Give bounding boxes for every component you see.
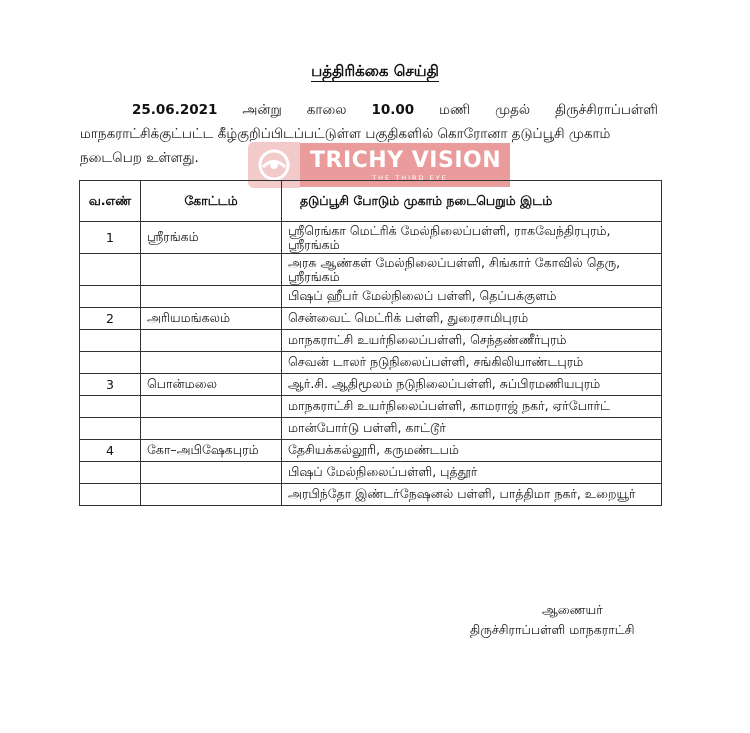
intro-word: காலை — [306, 102, 347, 118]
table-row — [80, 440, 662, 462]
table-row — [80, 352, 662, 374]
table-row — [80, 374, 662, 396]
cell-place: செவன் டாலர் நடுநிலைப்பள்ளி, சங்கிலியாண்டபுரம் — [282, 352, 662, 374]
document-title-text: பத்திரிக்கை செய்தி — [311, 62, 439, 80]
cell-zone: ஸ்ரீரங்கம் — [141, 222, 282, 254]
cell-serial: 1 — [80, 222, 141, 254]
cell-place: தேசியக்கல்லூரி, கருமண்டபம் — [282, 440, 662, 462]
cell-zone — [141, 396, 282, 418]
document-title — [0, 62, 750, 82]
table-header-row — [80, 181, 662, 222]
intro-line-2: மாநகராட்சிக்குட்பட்ட கீழ்குறிப்பிடப்பட்டுள்ள பகுதிகளில் கொரோனா தடுப்பூசி முகாம் — [80, 126, 611, 142]
cell-serial — [80, 286, 141, 308]
cell-place: மான்போர்டு பள்ளி, காட்டூர் — [282, 418, 662, 440]
signature-office: திருச்சிராப்பள்ளி மாநகராட்சி — [470, 622, 635, 637]
cell-zone: பொன்மலை — [141, 374, 282, 396]
cell-place: அரபிந்தோ இண்டர்நேஷனல் பள்ளி, பாத்திமா நகர், உறையூர் — [282, 484, 662, 506]
cell-serial — [80, 462, 141, 484]
watermark-name: TRICHY VISION — [310, 148, 502, 173]
cell-serial — [80, 484, 141, 506]
watermark-tagline: THE THIRD EYE — [372, 174, 448, 182]
table-row — [80, 286, 662, 308]
table-row — [80, 308, 662, 330]
cell-serial — [80, 418, 141, 440]
table-row — [80, 330, 662, 352]
intro-word: முதல் — [495, 102, 531, 118]
cell-zone — [141, 418, 282, 440]
header-place: தடுப்பூசி போடும் முகாம் நடைபெறும் இடம் — [282, 181, 662, 222]
cell-zone — [141, 286, 282, 308]
header-zone: கோட்டம் — [141, 181, 282, 222]
eye-logo-icon — [257, 148, 291, 182]
cell-zone — [141, 330, 282, 352]
cell-zone: அரியமங்கலம் — [141, 308, 282, 330]
cell-place: ஸ்ரீரெங்கா மெட்ரிக் மேல்நிலைப்பள்ளி, ராகவேந்திரபுரம், ஸ்ரீரங்கம் — [282, 222, 662, 254]
signature-title: ஆணையர் — [542, 602, 603, 617]
table-row — [80, 462, 662, 484]
header-serial: வ.எண் — [80, 181, 141, 222]
cell-serial — [80, 330, 141, 352]
cell-zone — [141, 462, 282, 484]
cell-zone: கோ–அபிஷேகபுரம் — [141, 440, 282, 462]
cell-place: பிஷப் மேல்நிலைப்பள்ளி, புத்தூர் — [282, 462, 662, 484]
cell-place: அரசு ஆண்கள் மேல்நிலைப்பள்ளி, சிங்கார் கோவில் தெரு, ஸ்ரீரங்கம் — [282, 254, 662, 286]
cell-zone — [141, 352, 282, 374]
cell-place: சென்வைட் மெட்ரிக் பள்ளி, துரைசாமிபுரம் — [282, 308, 662, 330]
cell-serial: 2 — [80, 308, 141, 330]
intro-line-3: நடைபெற உள்ளது. — [80, 150, 199, 166]
cell-place: மாநகராட்சி உயர்நிலைப்பள்ளி, காமராஜ் நகர், ஏர்போர்ட் — [282, 396, 662, 418]
cell-serial: 3 — [80, 374, 141, 396]
vaccination-camp-table — [79, 180, 662, 506]
cell-zone — [141, 254, 282, 286]
table-row — [80, 484, 662, 506]
intro-line-1 — [80, 98, 658, 122]
cell-serial: 4 — [80, 440, 141, 462]
cell-serial — [80, 352, 141, 374]
cell-zone — [141, 484, 282, 506]
cell-serial — [80, 254, 141, 286]
intro-time: 10.00 — [371, 102, 415, 118]
cell-place: பிஷப் ஹீபர் மேல்நிலைப் பள்ளி, தெப்பக்குளம் — [282, 286, 662, 308]
table-row — [80, 222, 662, 254]
signature-block — [470, 600, 670, 640]
intro-word: மணி — [439, 102, 471, 118]
table-row — [80, 418, 662, 440]
cell-place: ஆர்.சி. ஆதிமூலம் நடுநிலைப்பள்ளி, சுப்பிரமணியபுரம் — [282, 374, 662, 396]
intro-word: அன்று — [242, 102, 282, 118]
intro-word: திருச்சிராப்பள்ளி — [555, 102, 658, 118]
cell-place: மாநகராட்சி உயர்நிலைப்பள்ளி, செந்தண்ணீர்புரம் — [282, 330, 662, 352]
table-row — [80, 396, 662, 418]
cell-serial — [80, 396, 141, 418]
table-row — [80, 254, 662, 286]
intro-date: 25.06.2021 — [132, 102, 218, 118]
